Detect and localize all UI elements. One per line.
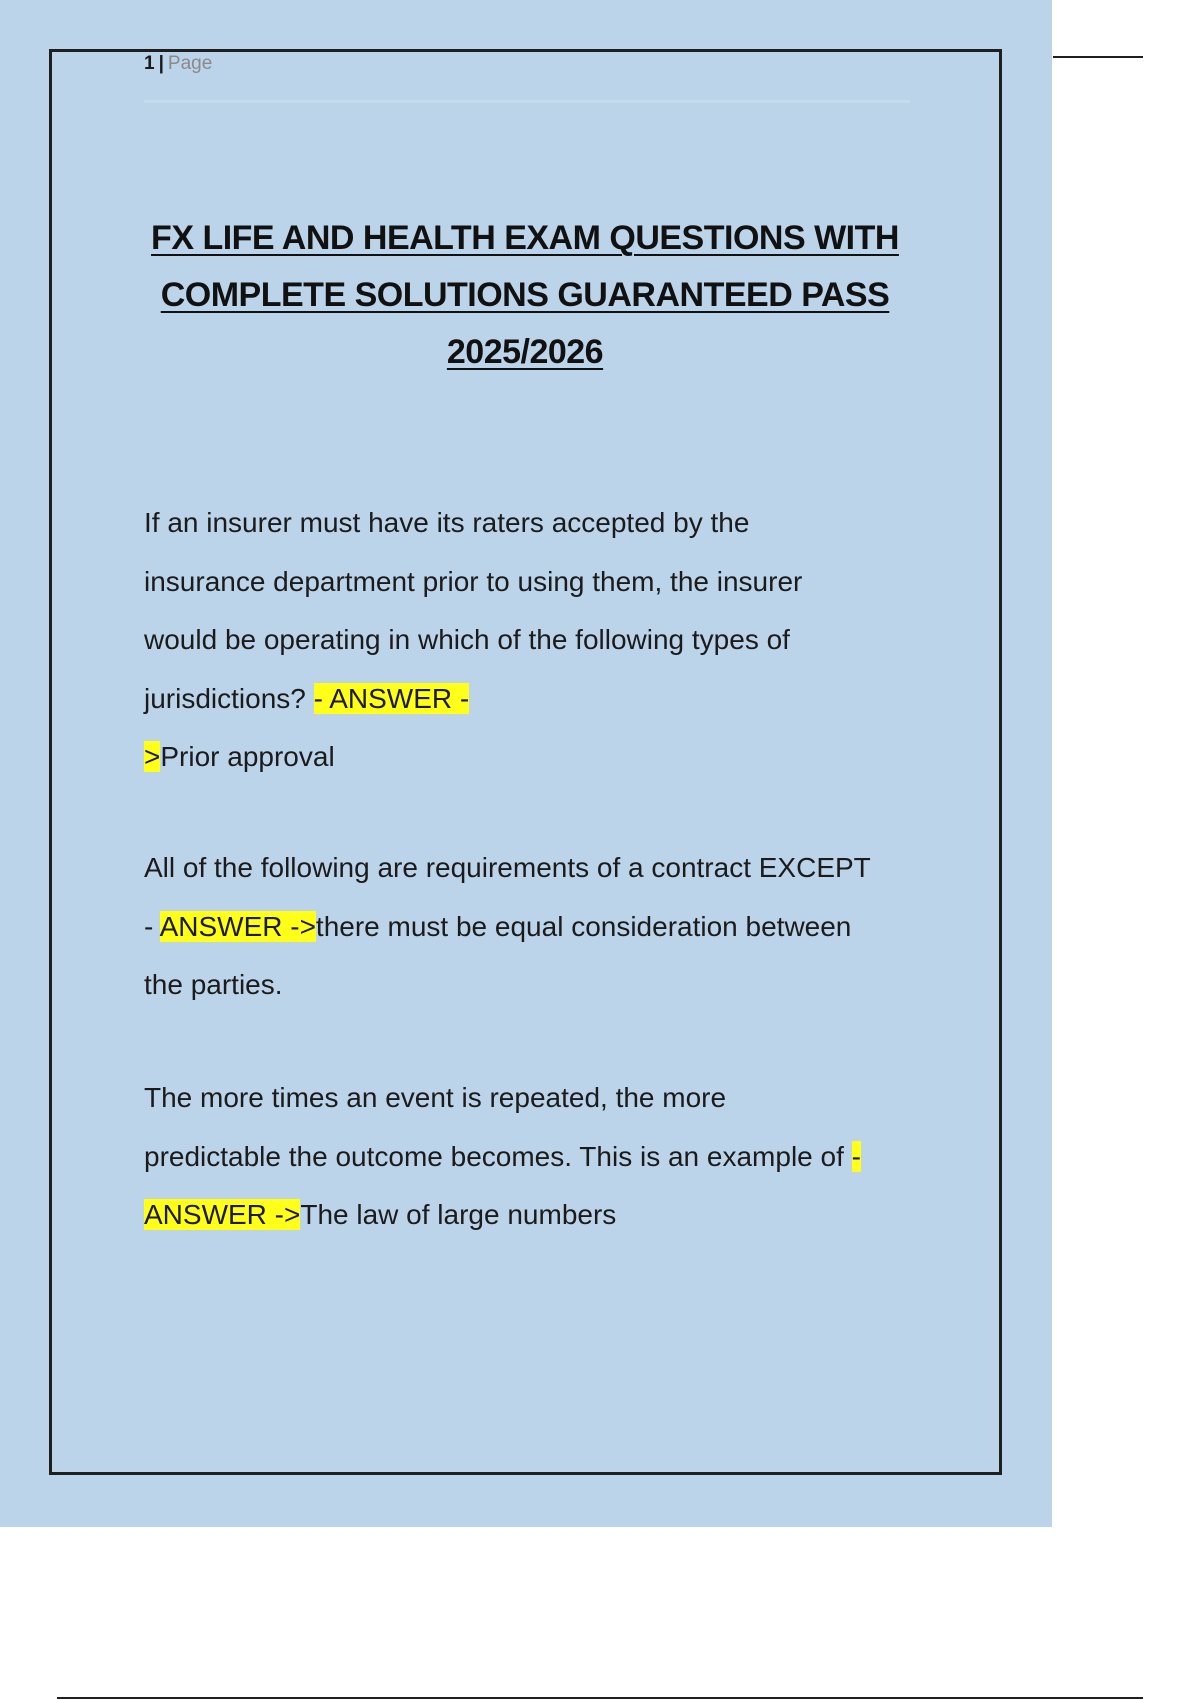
answer-marker: >	[144, 741, 161, 772]
answer-text: the parties.	[144, 969, 283, 1000]
answer-text: Prior approval	[160, 741, 335, 772]
question-text: All of the following are requirements of a contract EXCEPT	[144, 852, 871, 883]
question-answer-block	[144, 1069, 914, 1245]
header-rule	[144, 100, 910, 103]
document-title	[144, 210, 906, 381]
page-header	[144, 52, 212, 76]
footer-rule	[57, 1697, 1143, 1699]
question-answer-block	[144, 494, 914, 787]
page-label: Page	[167, 53, 213, 74]
page-number-separator: |	[158, 53, 164, 74]
answer-marker: -	[851, 1140, 861, 1172]
answer-text: there must be equal consideration between	[315, 910, 852, 942]
question-text: -	[144, 910, 160, 942]
answer-marker: - ANSWER -	[313, 682, 470, 714]
title-line-2: COMPLETE SOLUTIONS GUARANTEED PASS	[160, 276, 890, 314]
answer-marker: ANSWER ->	[159, 910, 316, 942]
title-line-3: 2025/2026	[446, 333, 604, 371]
answer-text: The law of large numbers	[300, 1199, 617, 1230]
question-text: predictable the outcome becomes. This is an example of	[144, 1140, 852, 1172]
margin-rule	[1053, 56, 1143, 58]
question-text: jurisdictions?	[144, 682, 314, 714]
question-text: If an insurer must have its raters accepted by the	[144, 507, 750, 538]
question-text: The more times an event is repeated, the more	[144, 1082, 727, 1113]
question-text: insurance department prior to using them, the insurer	[144, 565, 803, 597]
question-text: would be operating in which of the following types of	[144, 624, 790, 655]
answer-marker: ANSWER ->	[144, 1199, 301, 1230]
question-answer-block	[144, 839, 914, 1015]
title-line-1: FX LIFE AND HEALTH EXAM QUESTIONS WITH	[151, 219, 899, 257]
page-number: 1	[144, 53, 155, 74]
